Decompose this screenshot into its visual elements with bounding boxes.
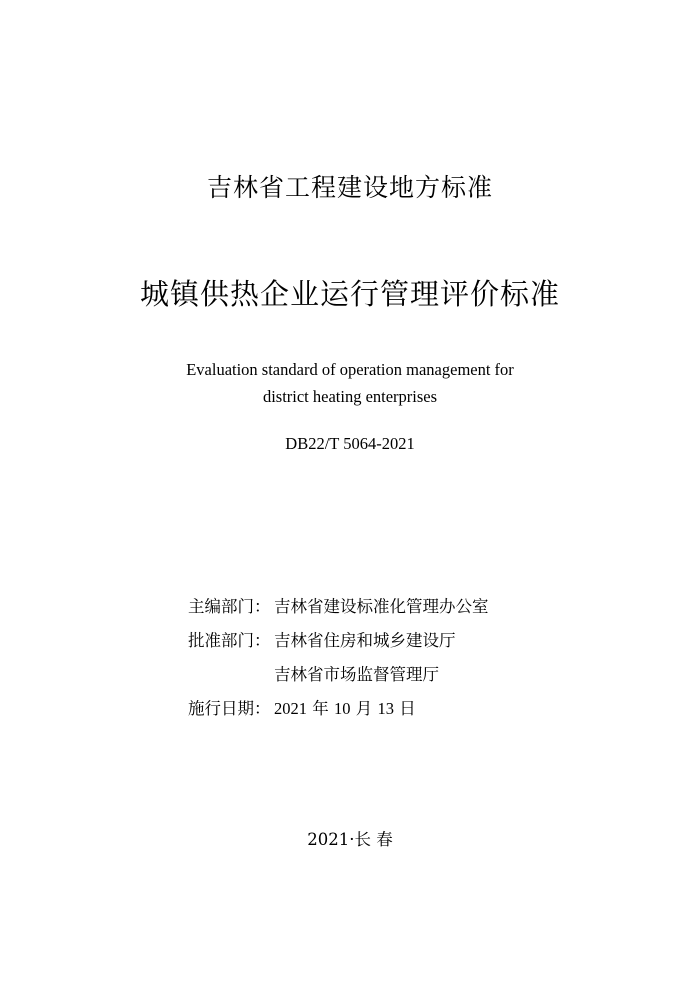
standard-code: DB22/T 5064-2021 <box>285 434 415 453</box>
main-title: 城镇供热企业运行管理评价标准 <box>139 277 560 311</box>
effective-day: 13 <box>377 699 394 718</box>
effective-date-row <box>188 697 489 731</box>
day-unit: 日 <box>394 699 416 718</box>
effective-month: 10 <box>334 699 351 718</box>
publication-info <box>188 595 489 731</box>
year-unit: 年 <box>307 699 334 718</box>
approver-label: 批准部门： <box>188 631 271 650</box>
english-title <box>0 356 700 410</box>
effective-year: 2021 <box>274 699 307 718</box>
publication-place-year: 2021·长 春 <box>307 830 393 849</box>
effective-date-value <box>274 697 416 721</box>
effective-date-label: 施行日期： <box>188 699 271 718</box>
editor-value: 吉林省建设标准化管理办公室 <box>274 597 489 616</box>
series-title: 吉林省工程建设地方标准 <box>206 173 493 202</box>
approver-row-2 <box>188 663 489 697</box>
editor-label: 主编部门： <box>188 597 271 616</box>
approver-value-2: 吉林省市场监督管理厅 <box>274 665 439 684</box>
month-unit: 月 <box>350 699 378 718</box>
editor-row <box>188 595 489 629</box>
approver-value-1: 吉林省住房和城乡建设厅 <box>274 631 456 650</box>
english-title-line-2: district heating enterprises <box>262 387 438 406</box>
approver-row <box>188 629 489 663</box>
english-title-line-1: Evaluation standard of operation management for <box>186 360 514 379</box>
